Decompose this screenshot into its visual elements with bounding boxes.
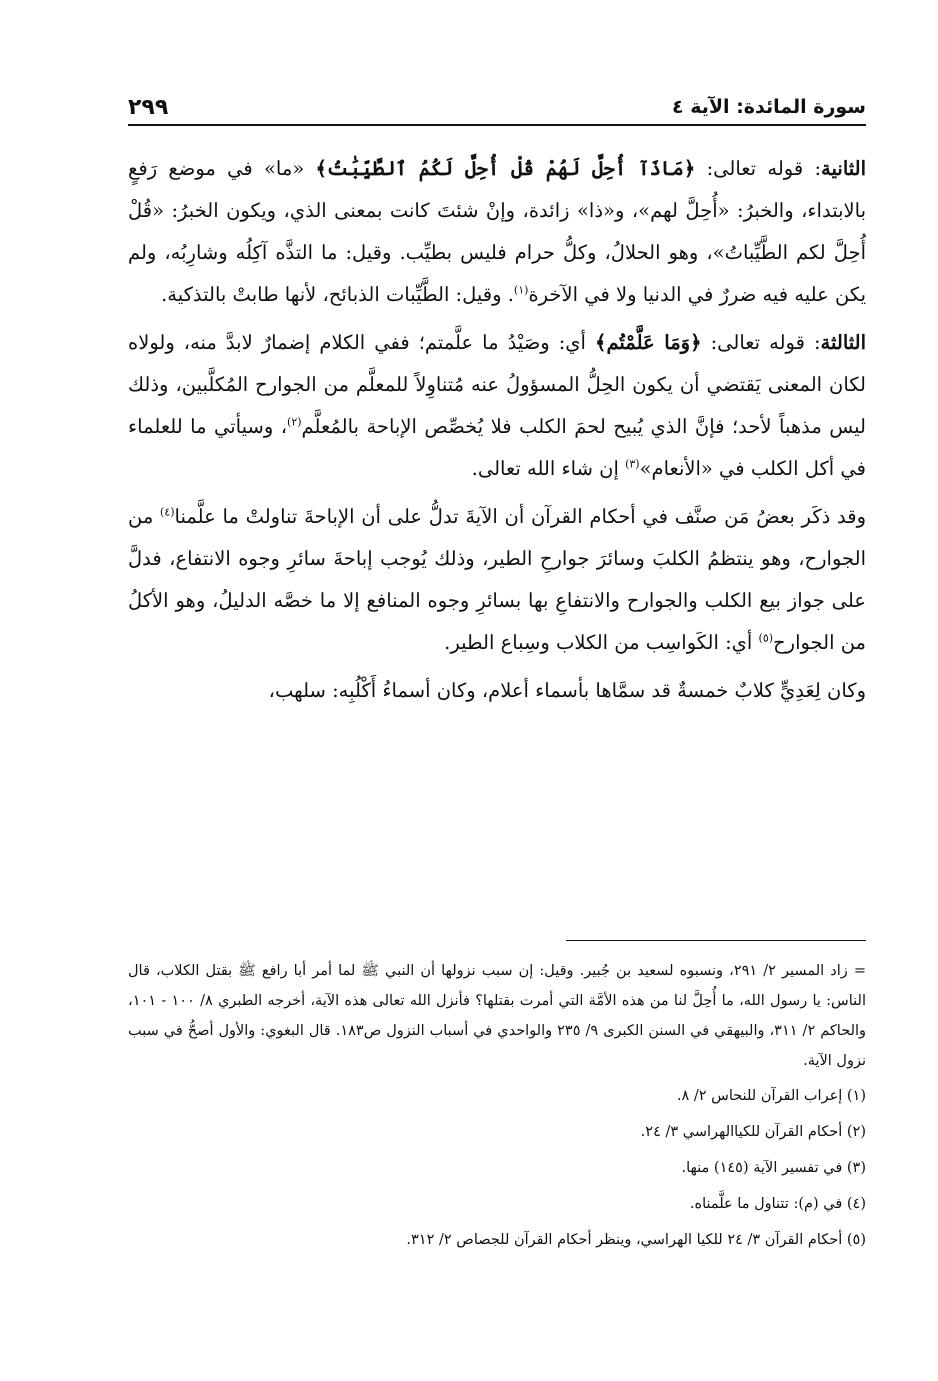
footnote-ref: (٢) <box>287 415 302 429</box>
footnote-5: (٥) أحكام القرآن ٣/ ٢٤ للكيا الهراسي، وينظر أحكام القرآن للجصاص ٢/ ٣١٢. <box>406 1232 866 1248</box>
paragraph-text: : قوله تعالى: <box>701 331 821 354</box>
footnote-ref: (٤) <box>160 505 175 519</box>
paragraph-text: وقد ذكَر بعضُ مَن صنَّف في أحكام القرآن أن الآيةَ تدلُّ على أن الإباحةَ تناولتْ ما علَّمنا <box>174 505 866 528</box>
footnote-ref: (٣) <box>625 457 640 471</box>
paragraph-third-issue <box>128 322 866 490</box>
paragraph-text: : قوله تعالى: <box>695 157 822 180</box>
quran-quote: ﴿مَاذَآ أُحِلَّ لَهُمْ قُلْ أُحِلَّ لَكُمُ ٱلطَّيِّبَٰتُ﴾ <box>315 157 696 180</box>
paragraph-text: أي: الكَواسِب من الكلاب وسِباع الطير. <box>444 631 759 654</box>
footnote-2: (٢) أحكام القرآن للكياالهراسي ٣/ ٢٤. <box>640 1124 866 1140</box>
footnote-separator <box>566 940 866 941</box>
page-header <box>128 82 866 126</box>
footnote-4: (٤) في (م): تتناول ما علَّمناه. <box>689 1196 866 1212</box>
paragraph-second-issue <box>128 148 866 316</box>
paragraph-text: «ما» في موضع رَفعٍ بالابتداء، والخبرُ: «أُحِلَّ لهم»، و«ذا» زائدة، وإنْ شئتَ كانت بمعنى الذي، ويكون الخبرُ: «قُلْ أُحِلَّ لكم الطَّيِّباتُ»، وهو الحلالُ، وكلُّ حرام فليس بطيِّب. وقيل: ما التذَّه آكِلُه وشارِبُه، ولم يكن عليه فيه ضررٌ في الدنيا ولا في الآخرة <box>128 157 866 306</box>
paragraph-text: ، وسيأتي ما للعلماء في أكل الكلب في «الأنعام» <box>128 415 866 480</box>
paragraph-ahkam <box>128 496 866 664</box>
page-number: ٢٩٩ <box>128 95 169 120</box>
footnote-1: (١) إعراب القرآن للنحاس ٢/ ٨. <box>676 1088 866 1104</box>
quran-quote: ﴿وَمَا عَلَّمْتُم﴾ <box>595 331 702 354</box>
running-title: سورة المائدة: الآية ٤ <box>672 96 866 118</box>
footnote-continuation: = زاد المسير ٢/ ٢٩١، ونسبوه لسعيد بن جُبير. وقيل: إن سبب نزولها أن النبي ﷺ لما أمر أبا رافع ﷺ بقتل الكلاب، قال الناس: يا رسول الله، ما أُحِلَّ لنا من هذه الأمَّة التي أمرت بقتلها؟ فأنزل الله تعالى هذه الآية، أخرجه الطبري ٨/ ١٠٠ - ١٠١، والحاكم ٢/ ٣١١، والبيهقي في السنن الكبرى ٩/ ٢٣٥ والواحدي في أسباب النزول ص١٨٣. قال البغوي: والأول أصحُّ في سبب نزول الآية. <box>128 963 867 1069</box>
paragraph-text: . وقيل: الطَّيِّبات الذبائح، لأنها طابتْ بالتذكية. <box>161 283 514 306</box>
footnotes <box>128 956 866 1260</box>
main-text <box>128 148 866 718</box>
paragraph-text: إن شاء الله تعالى. <box>471 457 626 480</box>
footnote-3: (٣) في تفسير الآية (١٤٥) منها. <box>681 1160 866 1176</box>
footnote-ref: (٥) <box>758 631 774 645</box>
paragraph-adi-dogs: وكان لِعَدِيٍّ كلابٌ خمسةٌ قد سمَّاها بأسماء أعلام، وكان أسماءُ أَكْلُبِه: سلهب، <box>268 679 866 702</box>
issue-heading-second: الثانية <box>821 157 866 180</box>
paragraph-text: من الجوارح، وهو ينتظمُ الكلبَ وسائرَ جوارحِ الطير، وذلك يُوجب إباحةَ سائرِ وجوه الانتفاع، فدلَّ على جواز بيع الكلب والجوارح والانتفاعِ بها بسائرِ وجوه المنافع إلا ما خصَّه الدليلُ، وهو الأكلُ من الجوارح <box>128 505 866 654</box>
issue-heading-third: الثالثة <box>820 331 867 354</box>
paragraph-text: أي: وصَيْدُ ما علَّمتم؛ ففي الكلام إضمارٌ لابدَّ منه، ولولاه لكان المعنى يَقتضي أن يكون الحِلُّ المسؤولُ عنه مُتناوِلاً للمعلَّم من الجوارح المُكلَّبين، وذلك ليس مذهباً لأحد؛ فإنَّ الذي يُبيح لحمَ الكلب فلا يُخصِّص الإباحة بالمُعلَّم <box>128 331 866 438</box>
footnote-ref: (١) <box>513 283 529 297</box>
